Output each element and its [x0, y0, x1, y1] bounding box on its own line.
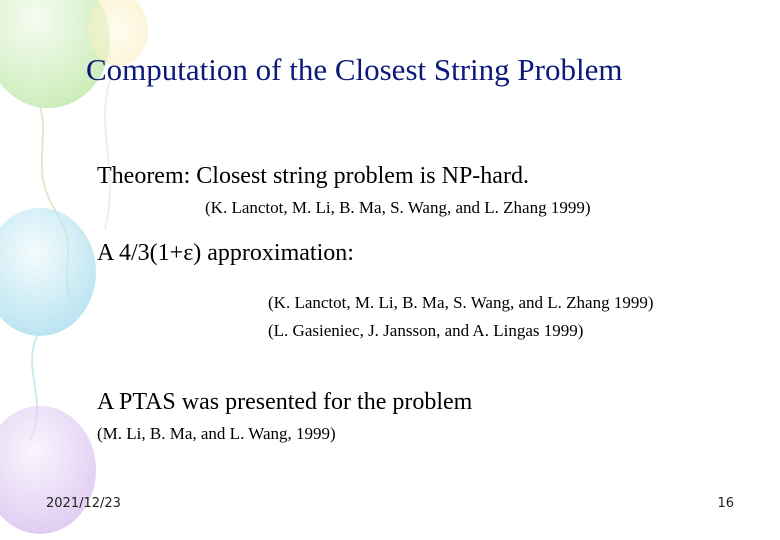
purple-balloon — [0, 406, 96, 534]
slide-number: 16 — [717, 496, 734, 511]
approximation-citation: (L. Gasieniec, J. Jansson, and A. Lingas 1999) — [268, 321, 584, 340]
approximation-statement: A 4/3(1+ε) approximation: — [97, 240, 354, 266]
ptas-citation: (M. Li, B. Ma, and L. Wang, 1999) — [97, 424, 336, 443]
approximation-citation: (K. Lanctot, M. Li, B. Ma, S. Wang, and L. Zhang 1999) — [268, 293, 654, 312]
slide-title: Computation of the Closest String Problem — [86, 52, 623, 87]
ptas-statement: A PTAS was presented for the problem — [97, 389, 473, 415]
footer-date: 2021/12/23 — [46, 496, 121, 511]
theorem-statement: Theorem: Closest string problem is NP-hard. — [97, 163, 529, 189]
theorem-citation: (K. Lanctot, M. Li, B. Ma, S. Wang, and L. Zhang 1999) — [205, 198, 591, 217]
cyan-balloon — [0, 208, 96, 336]
